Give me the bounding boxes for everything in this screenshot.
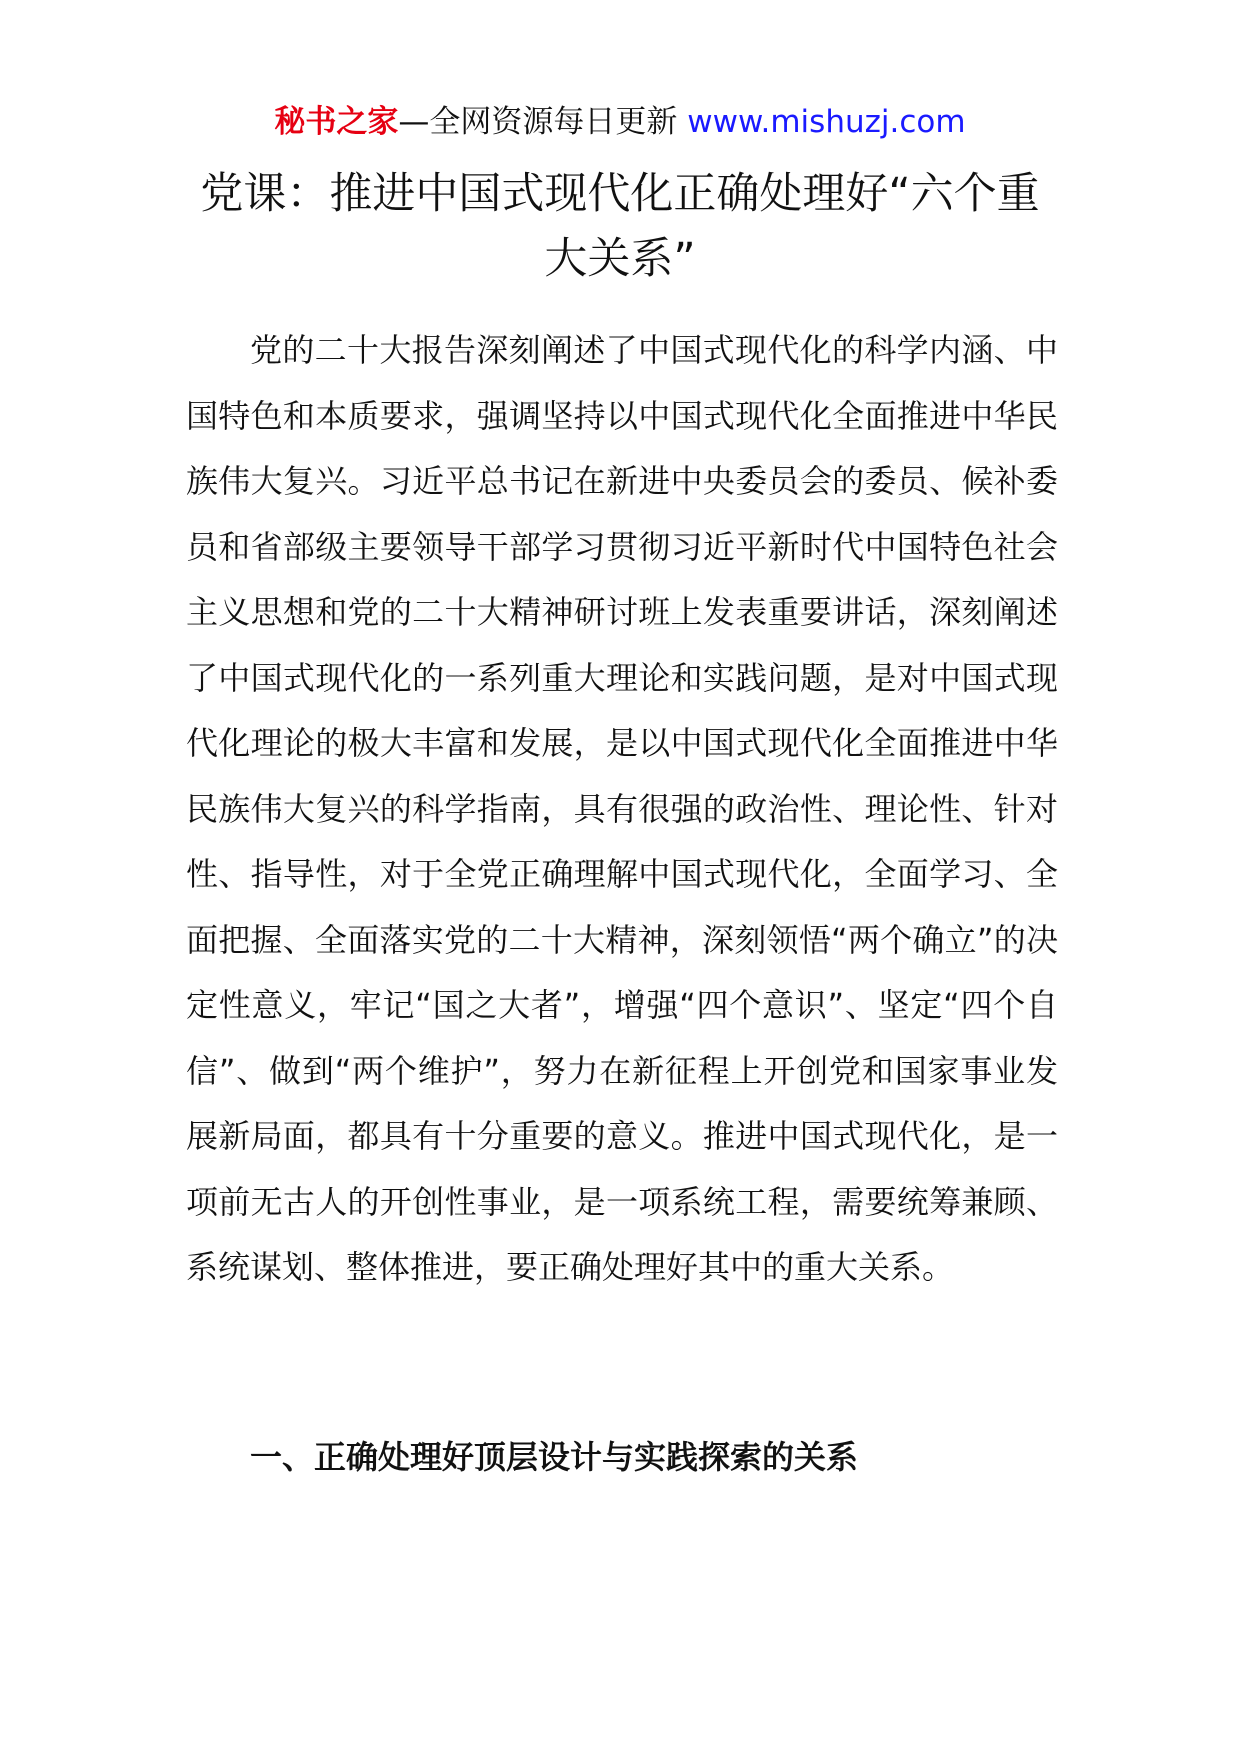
site-url-link[interactable]: www.mishuzj.com: [687, 104, 966, 140]
header-tagline: —全网资源每日更新: [398, 104, 688, 140]
site-header: [0, 100, 1240, 144]
section-heading: 一、正确处理好顶层设计与实践探索的关系: [250, 1438, 859, 1476]
intro-paragraph: 党的二十大报告深刻阐述了中国式现代化的科学内涵、中国特色和本质要求，强调坚持以中国式现代化全面推进中华民族伟大复兴。习近平总书记在新进中央委员会的委员、候补委员和省部级主要领导干部学习贯彻习近平新时代中国特色社会主义思想和党的二十大精神研讨班上发表重要讲话，深刻阐述了中国式现代化的一系列重大理论和实践问题，是对中国式现代化理论的极大丰富和发展，是以中国式现代化全面推进中华民族伟大复兴的科学指南，具有很强的政治性、理论性、针对性、指导性，对于全党正确理解中国式现代化，全面学习、全面把握、全面落实党的二十大精神，深刻领悟“两个确立”的决定性意义，牢记“国之大者”，增强“四个意识”、坚定“四个自信”、做到“两个维护”，努力在新征程上开创党和国家事业发展新局面，都具有十分重要的意义。推进中国式现代化，是一项前无古人的开创性事业，是一项系统工程，需要统筹兼顾、系统谋划、整体推进，要正确处理好其中的重大关系。: [186, 331, 1058, 1286]
brand-name: 秘书之家: [274, 104, 399, 140]
document-title: 党课：推进中国式现代化正确处理好“六个重大关系”: [200, 169, 1040, 284]
